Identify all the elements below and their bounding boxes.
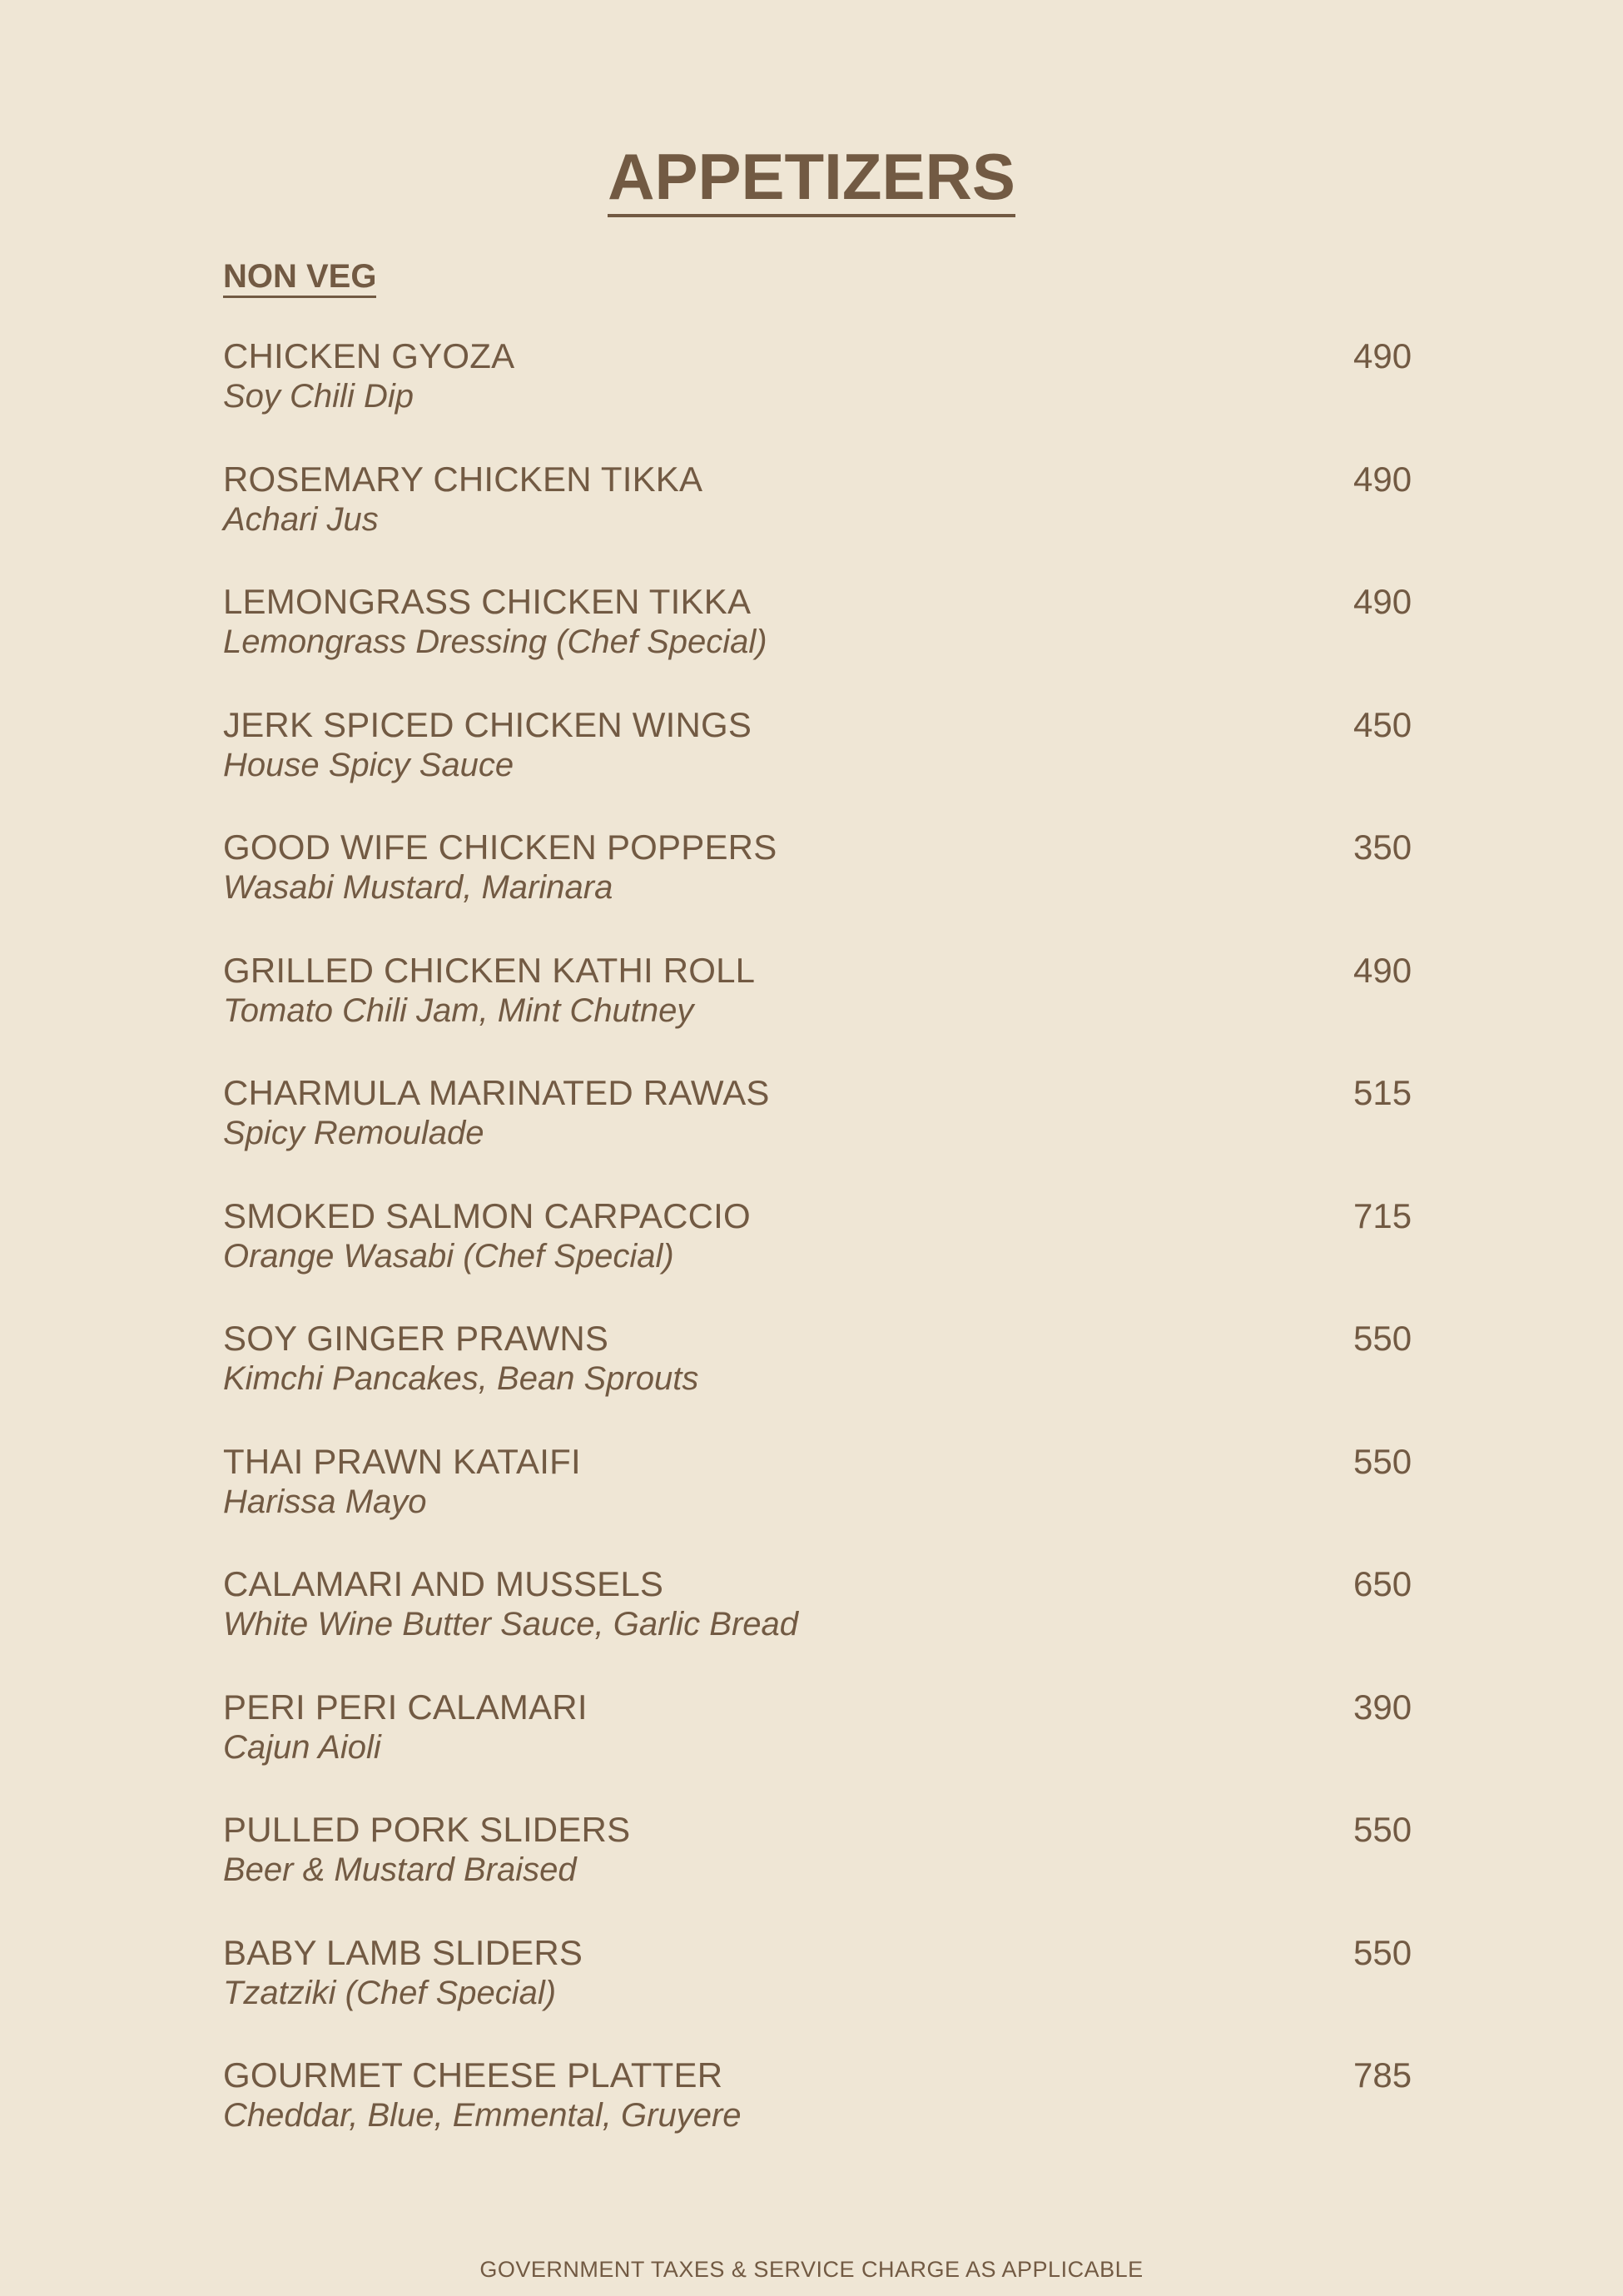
item-price: 490	[1353, 459, 1412, 499]
item-price: 490	[1353, 336, 1412, 375]
menu-item	[223, 947, 1430, 1071]
page-title	[0, 135, 1623, 218]
item-price: 350	[1353, 827, 1412, 867]
item-name: GOURMET CHEESE PLATTER	[223, 2055, 723, 2095]
section-heading-text: NON VEG	[223, 257, 376, 298]
item-name: THAI PRAWN KATAIFI	[223, 1441, 581, 1481]
menu-item	[223, 1439, 1430, 1562]
item-price: 785	[1353, 2055, 1412, 2095]
menu-item	[223, 1315, 1430, 1439]
item-price: 550	[1353, 1441, 1412, 1481]
item-price: 715	[1353, 1195, 1412, 1235]
item-description: Achari Jus	[223, 500, 379, 538]
item-price: 550	[1353, 1810, 1412, 1849]
item-description: Orange Wasabi (Chef Special)	[223, 1237, 674, 1275]
item-name: JERK SPICED CHICKEN WINGS	[223, 704, 752, 744]
item-description: Wasabi Mustard, Marinara	[223, 869, 613, 906]
item-description: Cajun Aioli	[223, 1728, 381, 1766]
menu-item	[223, 579, 1430, 702]
item-name: CHICKEN GYOZA	[223, 336, 515, 375]
menu-item	[223, 1684, 1430, 1807]
item-description: White Wine Butter Sauce, Garlic Bread	[223, 1606, 799, 1642]
item-name: SOY GINGER PRAWNS	[223, 1319, 609, 1358]
item-price: 650	[1353, 1564, 1412, 1603]
item-description: Harissa Mayo	[223, 1483, 427, 1520]
item-name: PERI PERI CALAMARI	[223, 1687, 588, 1727]
menu-item	[223, 1070, 1430, 1193]
item-name: BABY LAMB SLIDERS	[223, 1932, 583, 1972]
item-description: Lemongrass Dressing (Chef Special)	[223, 624, 767, 660]
item-price: 550	[1353, 1319, 1412, 1358]
menu-list	[223, 333, 1430, 2175]
item-description: Spicy Remoulade	[223, 1115, 484, 1151]
item-description: Cheddar, Blue, Emmental, Gruyere	[223, 2097, 742, 2134]
item-price: 490	[1353, 950, 1412, 990]
item-name: ROSEMARY CHICKEN TIKKA	[223, 459, 703, 499]
menu-item	[223, 1561, 1430, 1684]
item-description: House Spicy Sauce	[223, 746, 514, 783]
item-name: CALAMARI AND MUSSELS	[223, 1564, 664, 1603]
item-description: Beer & Mustard Braised	[223, 1851, 577, 1888]
item-description: Tomato Chili Jam, Mint Chutney	[223, 991, 694, 1029]
item-name: PULLED PORK SLIDERS	[223, 1810, 631, 1849]
item-name: GRILLED CHICKEN KATHI ROLL	[223, 950, 756, 990]
menu-item	[223, 456, 1430, 579]
menu-item	[223, 1806, 1430, 1930]
menu-item	[223, 1193, 1430, 1316]
menu-item	[223, 333, 1430, 456]
item-name: GOOD WIFE CHICKEN POPPERS	[223, 827, 777, 867]
section-heading	[223, 255, 376, 298]
item-price: 515	[1353, 1073, 1412, 1112]
footer-note: GOVERNMENT TAXES & SERVICE CHARGE AS APPLICABLE	[479, 2257, 1144, 2282]
item-description: Kimchi Pancakes, Bean Sprouts	[223, 1360, 699, 1397]
item-price: 450	[1353, 704, 1412, 744]
page-title-text: APPETIZERS	[608, 141, 1015, 217]
menu-item	[223, 2052, 1430, 2175]
menu-item	[223, 824, 1430, 947]
item-name: SMOKED SALMON CARPACCIO	[223, 1195, 751, 1235]
item-price: 390	[1353, 1687, 1412, 1727]
item-name: LEMONGRASS CHICKEN TIKKA	[223, 582, 752, 621]
item-description: Tzatziki (Chef Special)	[223, 1974, 557, 2011]
item-name: CHARMULA MARINATED RAWAS	[223, 1073, 770, 1112]
menu-item	[223, 1930, 1430, 2053]
item-description: Soy Chili Dip	[223, 378, 414, 415]
menu-item	[223, 702, 1430, 825]
item-price: 490	[1353, 582, 1412, 621]
item-price: 550	[1353, 1932, 1412, 1972]
